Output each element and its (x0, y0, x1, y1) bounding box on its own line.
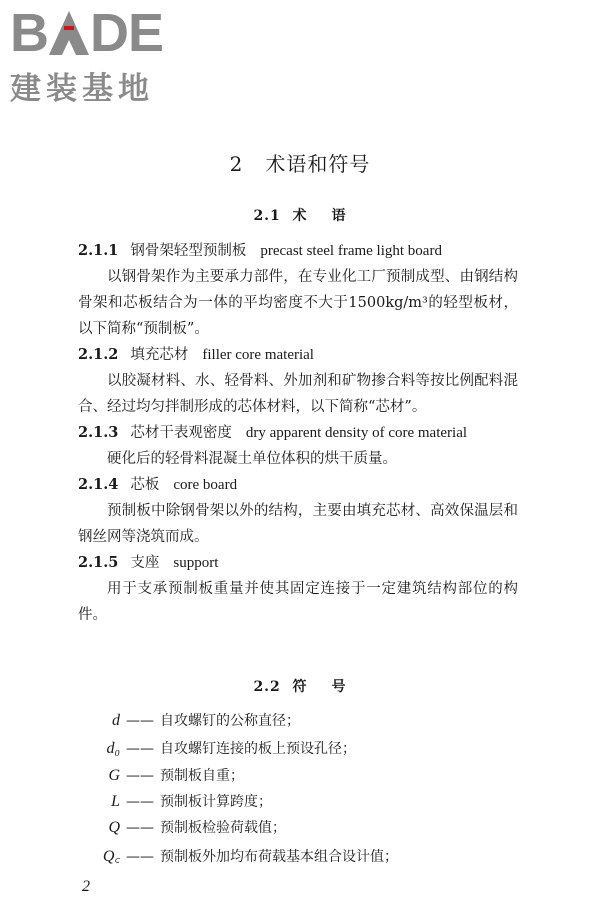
symbol-dash: —— (126, 794, 154, 810)
section-title-terms (0, 205, 600, 225)
section-number: 2.1 (253, 208, 281, 224)
term-chinese: 支座 (130, 555, 160, 571)
symbol-dash: —— (126, 820, 154, 836)
section-word: 号 (331, 679, 347, 695)
symbol-entry (90, 791, 272, 811)
symbol: Q꜀ (102, 848, 120, 865)
term-definition: 用于支承预制板重量并使其固定连接于一定建筑结构部位的构件。 (78, 581, 518, 623)
term-english: core board (173, 477, 238, 493)
page-number: 2 (82, 878, 90, 895)
logo-letter-b: B (10, 3, 48, 63)
symbol-description: 自攻螺钉的公称直径； (160, 713, 300, 729)
term-heading (78, 472, 518, 498)
term-definition: 以钢骨架作为主要承力部件，在专业化工厂预制成型、由钢结构骨架和芯板结合为一体的平均密度不大于1500kg/m³的轻型板材，以下简称“预制板”。 (78, 269, 518, 337)
term-definition: 预制板中除钢骨架以外的结构，主要由填充芯材、高效保温层和钢丝网等浇筑而成。 (78, 503, 518, 545)
symbol-description: 预制板计算跨度； (160, 794, 272, 810)
term-entry (78, 342, 518, 420)
term-chinese: 填充芯材 (130, 347, 189, 363)
terms-list (78, 238, 518, 628)
logo-chinese-text: 建装基地 (10, 71, 154, 107)
term-heading (78, 420, 518, 446)
logo (10, 3, 180, 108)
term-english: dry apparent density of core material (245, 425, 468, 441)
term-entry (78, 472, 518, 550)
section-word: 语 (331, 208, 347, 224)
term-heading (78, 342, 518, 368)
symbol-entry (90, 817, 286, 837)
term-definition: 硬化后的轻骨料混凝土单位体积的烘干质量。 (107, 451, 397, 467)
chapter-title (0, 148, 600, 177)
logo-letters-de: DE (90, 3, 164, 63)
symbol: L (111, 793, 120, 810)
term-heading (78, 550, 518, 576)
symbol-dash: —— (126, 713, 154, 729)
term-entry (78, 238, 518, 342)
symbol-entry (90, 765, 244, 785)
section-number: 2.2 (253, 679, 281, 695)
chapter-title-text: 术语和符号 (265, 152, 371, 176)
term-number: 2.1.4 (78, 476, 119, 493)
term-english: precast steel frame light board (260, 243, 442, 259)
term-english: support (173, 555, 219, 571)
section-word: 符 (292, 679, 308, 695)
section-word: 术 (292, 208, 308, 224)
symbol: d₀ (106, 740, 120, 757)
symbol-description: 预制板自重； (160, 768, 244, 784)
symbol-description: 预制板外加均布荷载基本组合设计值； (160, 849, 398, 865)
symbol-dash: —— (126, 741, 154, 757)
symbol-entry (90, 738, 356, 758)
section-title-symbols (0, 676, 600, 696)
symbol-description: 预制板检验荷载值； (160, 820, 286, 836)
term-english: filler core material (202, 347, 314, 363)
term-entry (78, 420, 518, 472)
term-number: 2.1.2 (78, 346, 119, 363)
symbol-entry (90, 844, 398, 866)
symbol-dash: —— (126, 849, 154, 865)
chapter-number: 2 (229, 152, 244, 176)
term-heading (78, 238, 518, 264)
term-number: 2.1.1 (78, 242, 119, 259)
symbol: G (108, 767, 120, 784)
logo-latin-text (10, 3, 180, 63)
term-chinese: 钢骨架轻型预制板 (130, 243, 247, 259)
symbol-description: 自攻螺钉连接的板上预设孔径； (160, 741, 356, 757)
symbol: d (112, 712, 120, 729)
symbol: Q (108, 819, 120, 836)
logo-letter-a-mark (49, 11, 89, 55)
symbol-entry (90, 710, 300, 730)
term-chinese: 芯材干表观密度 (130, 425, 232, 441)
term-number: 2.1.5 (78, 554, 119, 571)
term-entry (78, 550, 518, 628)
term-definition: 以胶凝材料、水、轻骨料、外加剂和矿物掺合料等按比例配料混合、经过均匀拌制形成的芯体材料，以下简称“芯材”。 (78, 373, 518, 415)
term-number: 2.1.3 (78, 424, 119, 441)
term-chinese: 芯板 (130, 477, 160, 493)
symbol-dash: —— (126, 768, 154, 784)
